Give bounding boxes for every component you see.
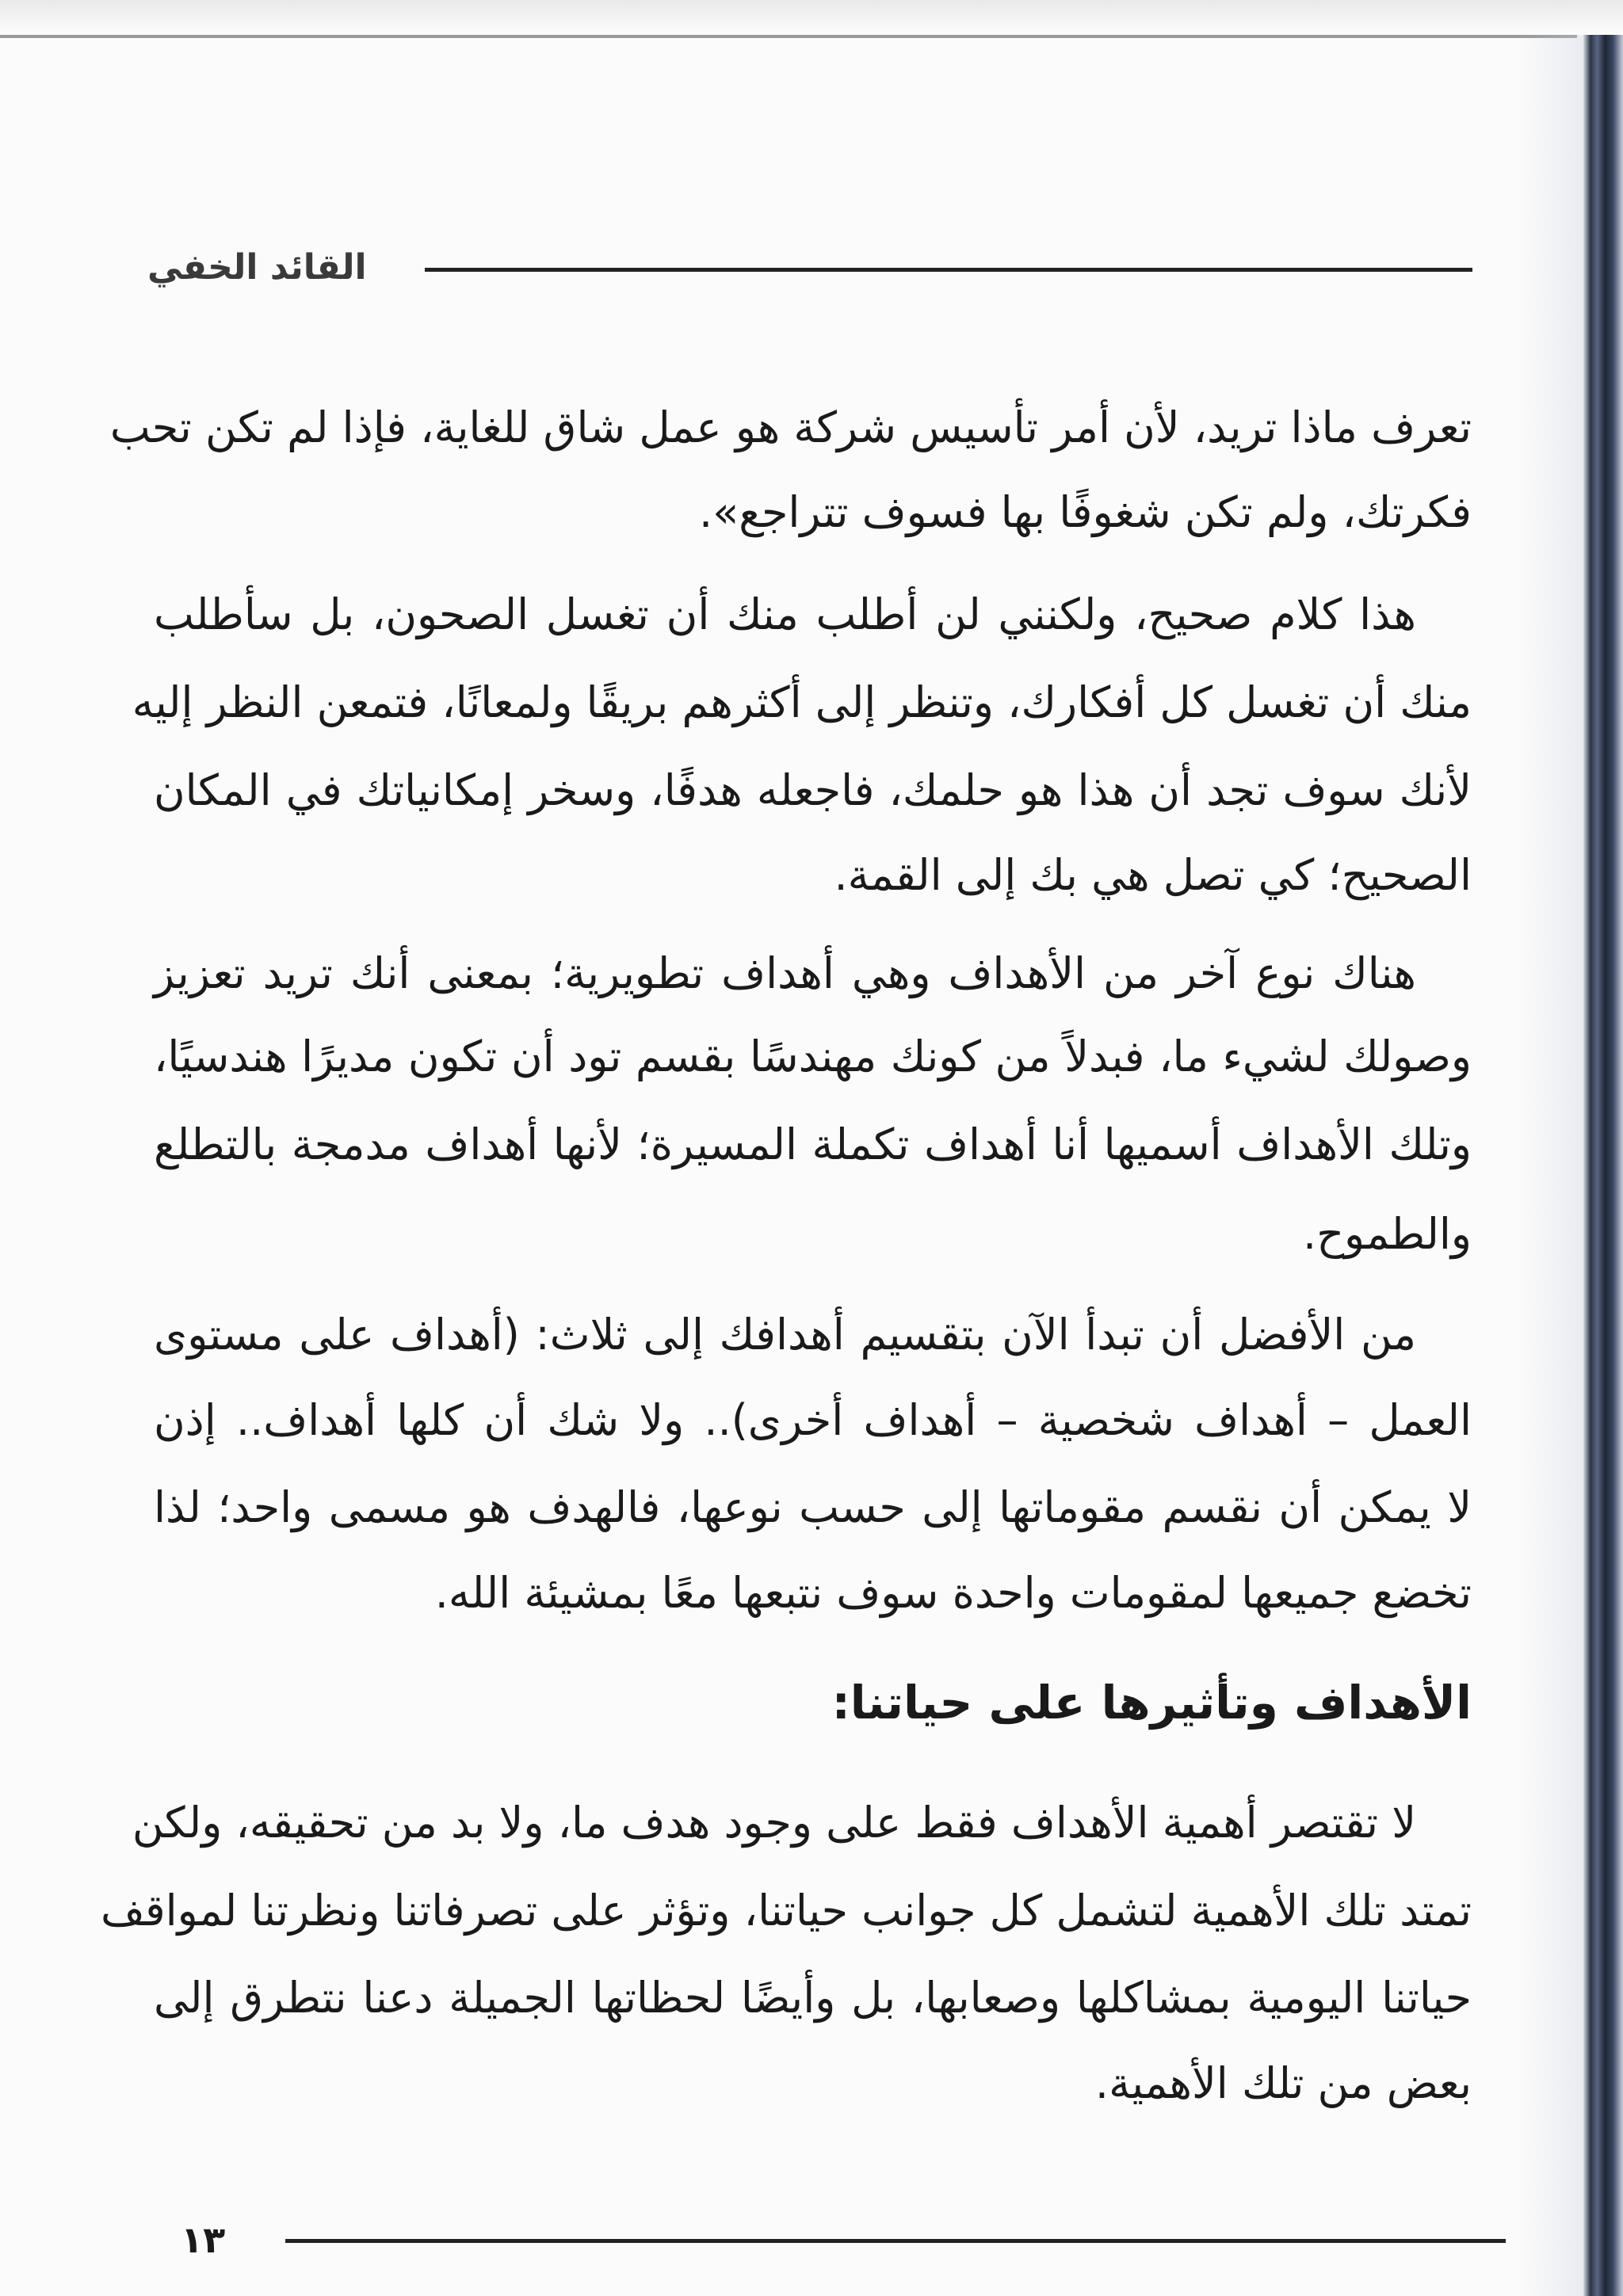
text-line: بعض من تلك الأهمية.: [1094, 2058, 1472, 2108]
text-line: لا تقتصر أهمية الأهداف فقط على وجود هدف ما، ولا بد من تحقيقه، ولكن: [132, 1798, 1416, 1848]
page-top-edge: [0, 0, 1623, 32]
page-number: ١٣: [181, 2218, 226, 2261]
section-heading: الأهداف وتأثيرها على حياتنا:: [831, 1676, 1472, 1730]
text-line: هذا كلام صحيح، ولكنني لن أطلب منك أن تغسل الصحون، بل سأطلب: [154, 589, 1416, 639]
text-line: منك أن تغسل كل أفكارك، وتنظر إلى أكثرهم بريقًا ولمعانًا، فتمعن النظر إليه: [132, 677, 1472, 727]
text-line: لأنك سوف تجد أن هذا هو حلمك، فاجعله هدفًا، وسخر إمكانياتك في المكان: [154, 765, 1472, 815]
text-line: وتلك الأهداف أسميها أنا أهداف تكملة المسيرة؛ لأنها أهداف مدمجة بالتطلع: [154, 1119, 1472, 1169]
text-line: تخضع جميعها لمقومات واحدة سوف نتبعها معًا بمشيئة الله.: [434, 1568, 1472, 1618]
running-head: القائد الخفي: [147, 247, 367, 288]
text-line: وصولك لشيء ما، فبدلاً من كونك مهندسًا بقسم تود أن تكون مديرًا هندسيًا،: [154, 1032, 1472, 1081]
book-spine: [1583, 35, 1623, 2296]
text-line: فكرتك، ولم تكن شغوفًا بها فسوف تتراجع».: [699, 487, 1472, 537]
text-line: هناك نوع آخر من الأهداف وهي أهداف تطويرية؛ بمعنى أنك تريد تعزيز: [154, 948, 1416, 998]
header-rule: [425, 268, 1472, 272]
text-line: حياتنا اليومية بمشاكلها وصعابها، بل وأيضًا لحظاتها الجميلة دعنا نتطرق إلى: [154, 1973, 1472, 2023]
scan-top-border: [0, 35, 1577, 38]
footer-rule: [285, 2239, 1506, 2243]
gutter-shadow: [1520, 35, 1583, 2296]
text-line: والطموح.: [1303, 1209, 1472, 1259]
text-line: تمتد تلك الأهمية لتشمل كل جوانب حياتنا، وتؤثر على تصرفاتنا ونظرتنا لمواقف: [100, 1886, 1472, 1936]
text-line: لا يمكن أن نقسم مقوماتها إلى حسب نوعها، فالهدف هو مسمى واحد؛ لذا: [154, 1482, 1472, 1532]
text-line: العمل – أهداف شخصية – أهداف أخرى).. ولا شك أن كلها أهداف.. إذن: [154, 1395, 1472, 1445]
text-line: تعرف ماذا تريد، لأن أمر تأسيس شركة هو عمل شاق للغاية، فإذا لم تكن تحب: [109, 402, 1472, 452]
text-line: من الأفضل أن تبدأ الآن بتقسيم أهدافك إلى ثلاث: (أهداف على مستوى: [154, 1310, 1416, 1360]
text-line: الصحيح؛ كي تصل هي بك إلى القمة.: [834, 850, 1472, 900]
